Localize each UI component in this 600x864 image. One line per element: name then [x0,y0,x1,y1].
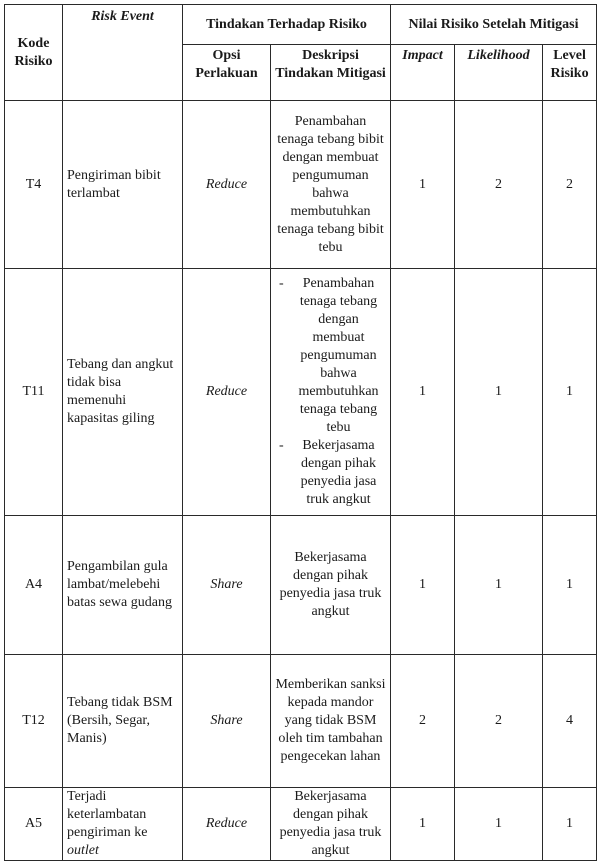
cell-level: 4 [543,655,597,788]
cell-opsi: Share [183,516,271,655]
cell-impact: 2 [391,655,455,788]
cell-deskripsi: Bekerjasama dengan pihak penyedia jasa truk angkut [271,516,391,655]
cell-kode: T4 [5,101,63,269]
mitigation-list [275,275,386,509]
risk-event-italic: outlet [67,843,99,858]
header-impact: Impact [391,45,455,101]
cell-impact: 1 [391,516,455,655]
cell-kode: A4 [5,516,63,655]
cell-deskripsi: Bekerjasama dengan pihak penyedia jasa truk angkut [271,788,391,861]
table-row [5,516,597,655]
cell-level: 1 [543,788,597,861]
cell-opsi: Share [183,655,271,788]
table-row [5,655,597,788]
mitigation-item: - Bekerjasama dengan pihak penyedia jasa truk angkut [291,437,386,509]
cell-opsi: Reduce [183,101,271,269]
cell-likelihood: 1 [455,788,543,861]
header-deskripsi: Deskripsi Tindakan Mitigasi [271,45,391,101]
cell-risk-event: Pengambilan gula lambat/melebehi batas sewa gudang [63,516,183,655]
cell-opsi: Reduce [183,269,271,516]
cell-likelihood: 2 [455,101,543,269]
mitigation-item: - Penambahan tenaga tebang dengan membuat pengumuman bahwa membutuhkan tenaga tebang tebu [291,275,386,437]
risk-mitigation-table [4,4,597,861]
cell-kode: T11 [5,269,63,516]
cell-likelihood: 2 [455,655,543,788]
table-row [5,101,597,269]
cell-risk-event: Tebang dan angkut tidak bisa memenuhi kapasitas giling [63,269,183,516]
cell-deskripsi [271,269,391,516]
risk-event-text: Terjadi keterlambatan pengiriman ke [67,789,148,840]
cell-kode: T12 [5,655,63,788]
header-kode-risiko: Kode Risiko [5,5,63,101]
header-tindakan: Tindakan Terhadap Risiko [183,5,391,45]
header-level-risiko: Level Risiko [543,45,597,101]
cell-level: 1 [543,269,597,516]
cell-level: 2 [543,101,597,269]
cell-deskripsi: Penambahan tenaga tebang bibit dengan membuat pengumuman bahwa membutuhkan tenaga tebang bibit tebu [271,101,391,269]
cell-opsi: Reduce [183,788,271,861]
cell-impact: 1 [391,269,455,516]
header-opsi-perlakuan: Opsi Perlakuan [183,45,271,101]
cell-risk-event: Tebang tidak BSM (Bersih, Segar, Manis) [63,655,183,788]
cell-deskripsi: Memberikan sanksi kepada mandor yang tidak BSM oleh tim tambahan pengecekan lahan [271,655,391,788]
cell-impact: 1 [391,788,455,861]
cell-likelihood: 1 [455,516,543,655]
cell-kode: A5 [5,788,63,861]
cell-impact: 1 [391,101,455,269]
cell-risk-event: Pengiriman bibit terlambat [63,101,183,269]
cell-likelihood: 1 [455,269,543,516]
table-row [5,788,597,861]
header-risk-event: Risk Event [63,5,183,101]
cell-risk-event [63,788,183,861]
header-row-1 [5,5,597,45]
header-nilai-risiko: Nilai Risiko Setelah Mitigasi [391,5,597,45]
header-likelihood: Likelihood [455,45,543,101]
table-row [5,269,597,516]
cell-level: 1 [543,516,597,655]
